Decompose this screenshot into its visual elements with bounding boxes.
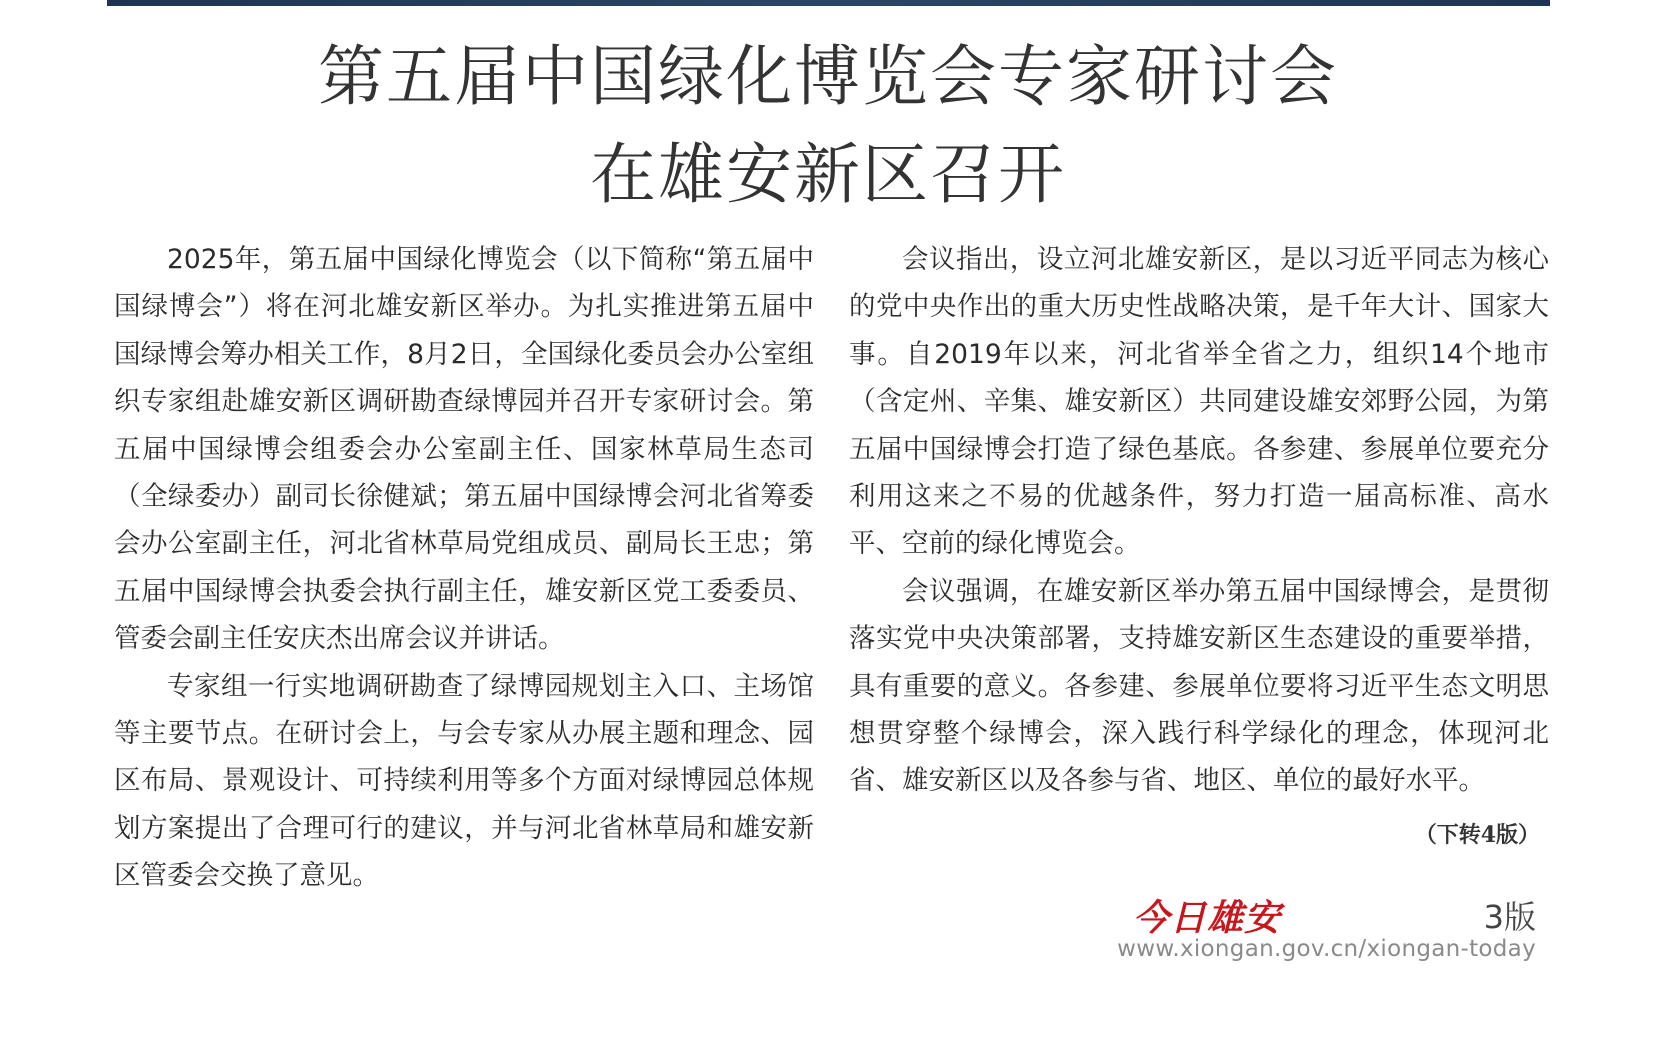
article-left-column (114, 236, 814, 900)
article-paragraph: 会议指出，设立河北雄安新区，是以习近平同志为核心的党中央作出的重大历史性战略决策，是千年大计、国家大事。自2019年以来，河北省举全省之力，组织14个地市（含定州、辛集、雄安新区）共同建设雄安郊野公园，为第五届中国绿博会打造了绿色基底。各参建、参展单位要充分利用这来之不易的优越条件，努力打造一届高标准、高水平、空前的绿化博览会。 (849, 244, 1549, 560)
article-paragraph: 2025年，第五届中国绿化博览会（以下简称“第五届中国绿博会”）将在河北雄安新区举办。为扎实推进第五届中国绿博会筹办相关工作，8月2日，全国绿化委员会办公室组织专家组赴雄安新区调研勘查绿博园并召开专家研讨会。第五届中国绿博会组委会办公室副主任、国家林草局生态司（全绿委办）副司长徐健斌；第五届中国绿博会河北省筹委会办公室副主任，河北省林草局党组成员、副局长王忠；第五届中国绿博会执委会执行副主任，雄安新区党工委委员、管委会副主任安庆杰出席会议并讲话。 (114, 244, 814, 655)
page-number: 3版 (1483, 898, 1536, 936)
website-url: www.xiongan.gov.cn/xiongan-today (1117, 936, 1536, 962)
article-right-column (849, 236, 1549, 805)
newspaper-logo: 今日雄安 (1133, 897, 1282, 939)
article-paragraph: 会议强调，在雄安新区举办第五届中国绿博会，是贯彻落实党中央决策部署，支持雄安新区生态建设的重要举措，具有重要的意义。各参建、参展单位要将习近平生态文明思想贯穿整个绿博会，深入践行科学绿化的理念，体现河北省、雄安新区以及各参与省、地区、单位的最好水平。 (849, 575, 1549, 797)
title-line-2: 在雄安新区召开 (590, 136, 1066, 213)
title-line-1: 第五届中国绿化博览会专家研讨会 (318, 38, 1338, 115)
continued-on-page-note: （下转4版） (1414, 822, 1540, 848)
page-title (100, 28, 1556, 224)
article-paragraph: 专家组一行实地调研勘查了绿博园规划主入口、主场馆等主要节点。在研讨会上，与会专家从办展主题和理念、园区布局、景观设计、可持续利用等多个方面对绿博园总体规划方案提出了合理可行的建议，并与河北省林草局和雄安新区管委会交换了意见。 (114, 670, 814, 892)
top-decorative-bar (107, 0, 1550, 6)
